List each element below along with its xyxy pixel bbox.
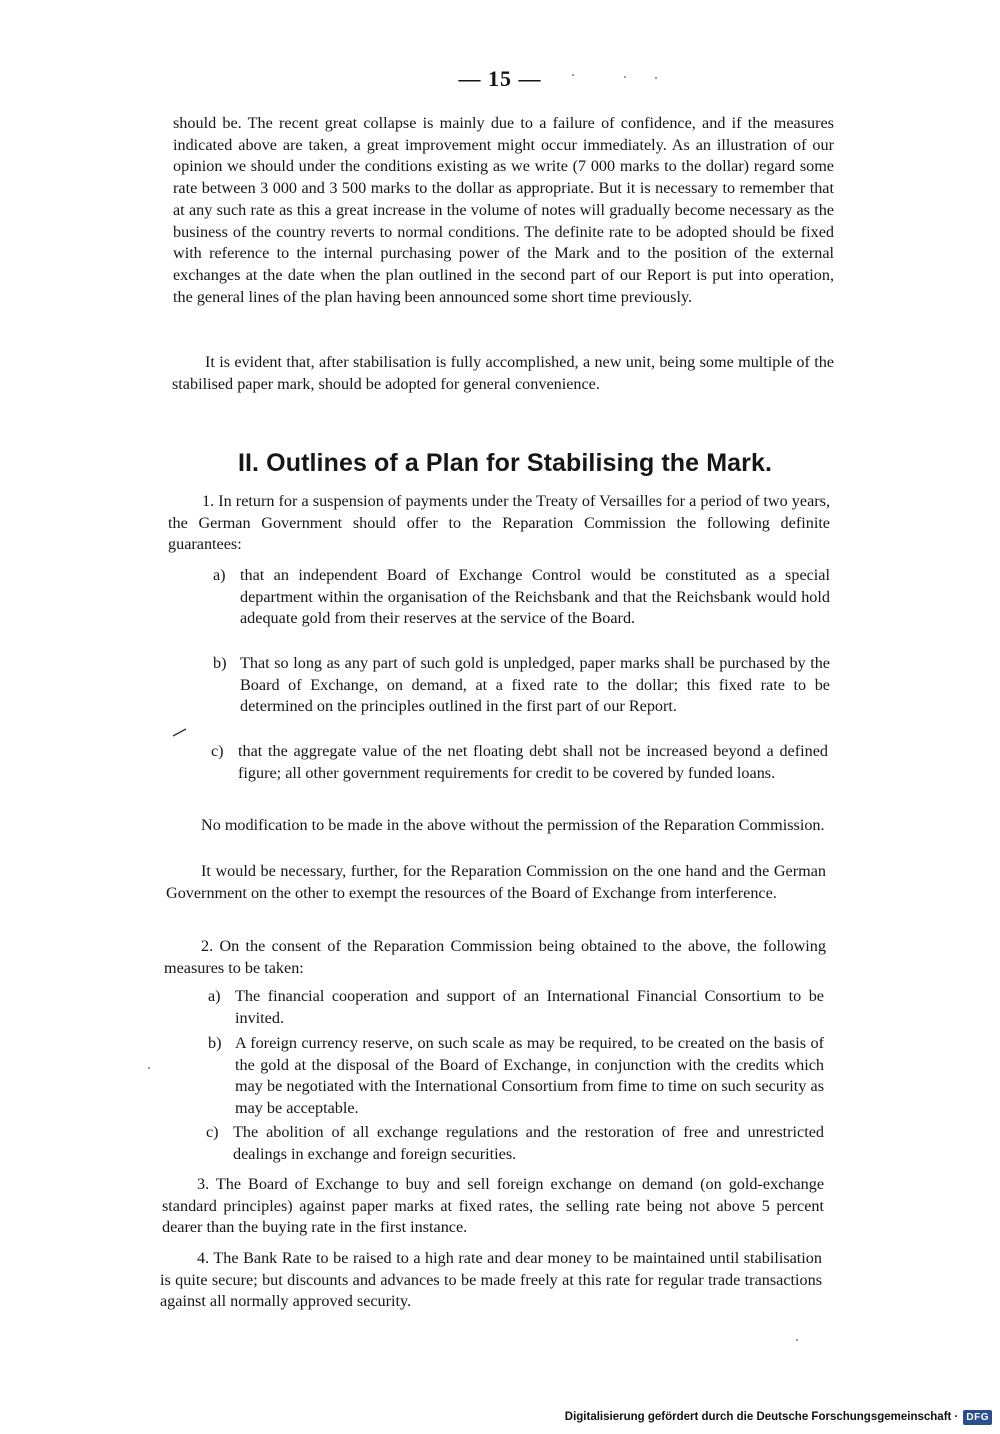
margin-pencil-mark — [172, 726, 188, 738]
intro-paragraph-2: It is evident that, after stabilisation is fully accomplished, a new unit, being some multiple of the stabilised paper mark, should be adopted for general convenience. — [172, 353, 834, 393]
section-heading: II. Outlines of a Plan for Stabilising the Mark. — [237, 449, 773, 477]
item-label: c) — [206, 1123, 219, 1141]
item-label: c) — [211, 742, 224, 760]
dfg-logo: DFG — [963, 1410, 992, 1425]
further-paragraph: It would be necessary, further, for the Reparation Commission on the one hand and the German Government on the other to exempt the resources of the Board of Exchange from interference. — [166, 862, 826, 902]
footer-credit: Digitalisierung gefördert durch die Deutsche Forschungsgemeinschaft · — [564, 1411, 959, 1423]
point-4-paragraph: 4. The Bank Rate to be raised to a high rate and dear money to be maintained until stabilisation is quite secure; but discounts and advances to be made freely at this rate for regular trade transactions against all normally approved security. — [160, 1249, 822, 1311]
item-label: a) — [213, 566, 226, 584]
scan-speck — [572, 74, 574, 76]
scan-speck — [655, 77, 657, 79]
point-1-paragraph: 1. In return for a suspension of payments under the Treaty of Versailles for a period of two years, the German Government should offer to the Reparation Commission the following definite guarantees: — [168, 492, 830, 554]
scan-speck — [148, 1067, 150, 1069]
item-text: A foreign currency reserve, on such scale as may be required, to be created on the basis of the gold at the disposal of the Board of Exchange, in conjunction with the credits which may be negotiated with the International Consortium from fime to time on such security as may be acceptable. — [235, 1034, 824, 1118]
item-text: The abolition of all exchange regulations and the restoration of free and unrestricted dealings in exchange and foreign securities. — [233, 1123, 824, 1163]
scan-speck — [624, 76, 626, 78]
item-text: that an independent Board of Exchange Control would be constituted as a special department within the organisation of the Reichsbank and that the Reichsbank would hold adequate gold from their reserves at the service of the Board. — [240, 566, 830, 628]
no-modification-paragraph: No modification to be made in the above without the permission of the Reparation Commission. — [201, 816, 825, 834]
item-label: b) — [213, 654, 227, 672]
item-text: The financial cooperation and support of an International Financial Consortium to be invited. — [235, 987, 824, 1027]
item-text: That so long as any part of such gold is unpledged, paper marks shall be purchased by the Board of Exchange, on demand, at a fixed rate to the dollar; this fixed rate to be determined on the principles outlined in the first part of our Report. — [240, 654, 830, 716]
point-2-paragraph: 2. On the consent of the Reparation Commission being obtained to the above, the following measures to be taken: — [164, 937, 826, 977]
item-text: that the aggregate value of the net floating debt shall not be increased beyond a defined figure; all other government requirements for credit to be covered by funded loans. — [238, 742, 828, 782]
item-label: a) — [208, 987, 221, 1005]
item-label: b) — [208, 1034, 222, 1052]
page-number: — 15 — — [458, 66, 542, 91]
point-3-paragraph: 3. The Board of Exchange to buy and sell foreign exchange on demand (on gold-exchange standard principles) against paper marks at fixed rates, the selling rate being not above 5 percent dearer than the buying rate in the first instance. — [162, 1175, 824, 1237]
digitization-footer — [565, 1404, 1000, 1430]
intro-paragraph-1: should be. The recent great collapse is mainly due to a failure of confidence, and if the measures indicated above are taken, a great improvement might occur immediately. As an illustration of our opinion we should under the conditions existing as we write (7 000 marks to the dollar) regard some rate between 3 000 and 3 500 marks to the dollar as appropriate. But it is necessary to remember that at any such rate as this a great increase in the volume of notes will gradually become necessary as the business of the country reverts to normal conditions. The definite rate to be adopted should be fixed with reference to the internal purchasing power of the Mark and to the position of the external exchanges at the date when the plan outlined in the second part of our Report is put into operation, the general lines of the plan having been announced some short time previously. — [173, 114, 834, 306]
scan-speck — [796, 1339, 798, 1341]
